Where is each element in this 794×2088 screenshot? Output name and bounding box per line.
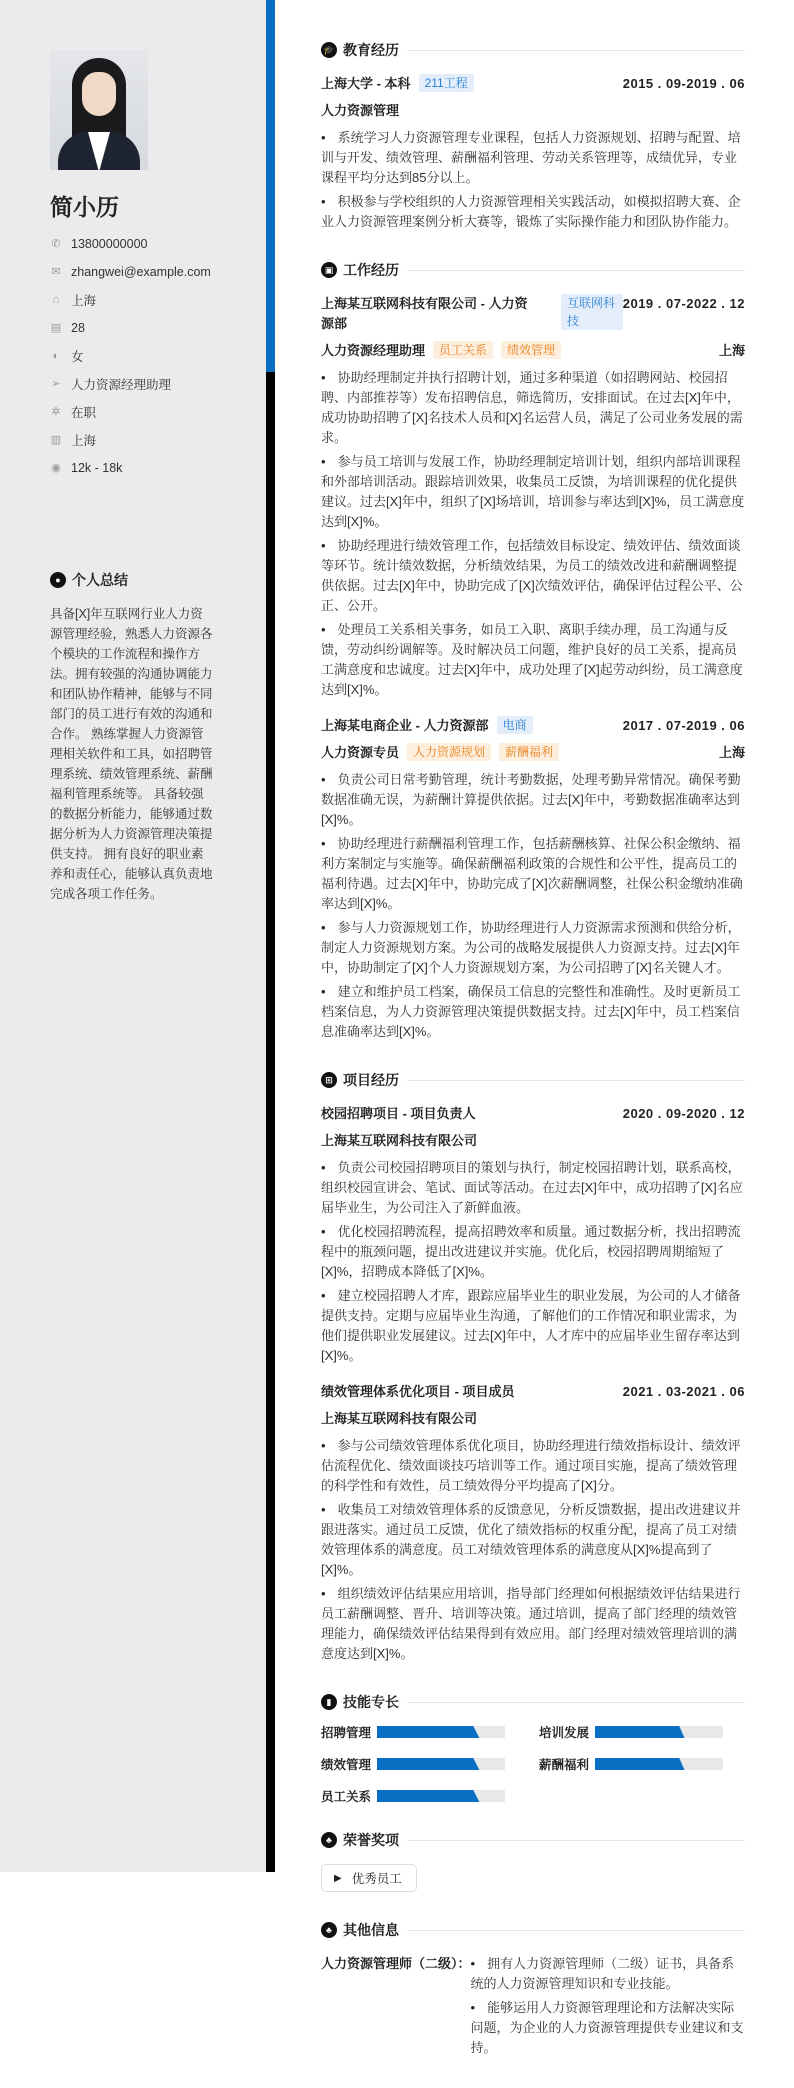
- other-section: [321, 1918, 745, 2062]
- avatar-photo: [50, 50, 148, 170]
- skill-item: [321, 1790, 539, 1802]
- summary-heading: [50, 568, 266, 592]
- grid-icon: ⊞: [321, 1072, 337, 1088]
- salary-icon: ◉: [51, 462, 61, 474]
- project-company: 上海某互联网科技有限公司: [321, 1411, 478, 1426]
- education-title: 教育经历: [343, 42, 399, 58]
- contact-text: 13800000000: [71, 237, 148, 251]
- home-icon: ⌂: [52, 294, 60, 306]
- job-role: 人力资源专员: [321, 745, 400, 760]
- bullet-item: • 能够运用人力资源管理理论和方法解决实际问题，为企业的人力资源管理提供专业建议和支持。: [471, 1998, 745, 2058]
- bullet-item: • 处理员工关系相关事务，如员工入职、离职手续办理，员工沟通与反馈，劳动纠纷调解等。及时解决员工问题，维护良好的员工关系，提高员工满意度和忠诚度。过去[X]年中，成功处理了[X]起劳动纠纷，员工满意度达到[X]%。: [321, 620, 745, 700]
- contact-item: [50, 258, 266, 286]
- bullet-list: [321, 1158, 745, 1366]
- skill-item: [539, 1758, 745, 1770]
- contact-item: [50, 314, 266, 342]
- contact-text: 上海: [71, 294, 97, 308]
- bullet-item: • 组织绩效评估结果应用培训，指导部门经理如何根据绩效评估结果进行员工薪酬调整、晋升、培训等决策。通过培训，提高了部门经理的绩效管理能力，确保绩效评估结果得到有效应用。部门经理对绩效管理培训的满意度达到[X]%。: [321, 1584, 745, 1664]
- contact-item: [50, 398, 266, 426]
- mail-icon: ✉: [51, 266, 61, 278]
- heading-rule: [407, 50, 745, 51]
- other-label: 人力资源管理师（二级）：: [321, 1956, 471, 1971]
- contact-item: [50, 342, 266, 370]
- skills-title: 技能专长: [343, 1694, 399, 1710]
- skill-bar: [595, 1726, 723, 1738]
- skill-item: [321, 1726, 539, 1738]
- work-item: [321, 716, 745, 1042]
- projects-section: [321, 1068, 745, 1664]
- industry-tag: 电商: [497, 716, 533, 734]
- main-content: [321, 38, 745, 2088]
- project-item: [321, 1104, 745, 1366]
- contact-item: [50, 426, 266, 454]
- heading-rule: [407, 1840, 745, 1841]
- project-item: [321, 1382, 745, 1664]
- building-icon: ▥: [50, 434, 62, 446]
- bullet-list: [321, 368, 745, 700]
- skill-bar-fill: [377, 1758, 479, 1770]
- date-range: 2020 . 09-2020 . 12: [622, 1106, 745, 1121]
- education-section: [321, 38, 745, 232]
- bullet-item: • 拥有人力资源管理师（二级）证书，具备系统的人力资源管理知识和专业技能。: [471, 1954, 745, 1994]
- briefcase-icon: ▣: [321, 262, 337, 278]
- work-item: [321, 294, 745, 700]
- skill-bar: [377, 1758, 505, 1770]
- other-heading: [321, 1918, 745, 1942]
- award-name: 优秀员工: [351, 1872, 402, 1886]
- contact-text: 人力资源经理助理: [71, 378, 172, 392]
- bullet-item: • 系统学习人力资源管理专业课程，包括人力资源规划、招聘与配置、培训与开发、绩效管理、薪酬福利管理、劳动关系管理等，成绩优异，专业课程平均分达到85分以上。: [321, 128, 745, 188]
- skills-heading: [321, 1690, 745, 1714]
- contact-list: [50, 230, 266, 482]
- phone-icon: ✆: [51, 238, 61, 250]
- school-tag: 211工程: [419, 74, 474, 92]
- other-item: [321, 1954, 745, 2062]
- work-section: [321, 258, 745, 1042]
- contact-text: zhangwei@example.com: [71, 265, 211, 279]
- bullet-item: • 协助经理进行绩效管理工作，包括绩效目标设定、绩效评估、绩效面谈等环节。统计绩效数据，分析绩效结果，为员工的绩效改进和薪酬调整提供依据。过去[X]年中，协助完成了[X]次绩效评估，确保评估过程公平、公正、公开。: [321, 536, 745, 616]
- summary-text: 具备[X]年互联网行业人力资源管理经验，熟悉人力资源各个模块的工作流程和操作方法。拥有较强的沟通协调能力和团队协作精神，能够与不同部门的员工进行有效的沟通和合作。 熟练掌握人力资源管理相关软件和工具，如招聘管理系统、绩效管理系统、薪酬福利管理系统等。 具备较强的数据分析能力，能够通过数据分析为人力资源管理决策提供支持。 拥有良好的职业素养和责任心，能够认真负责地完成各项工作任务。: [50, 607, 213, 901]
- award-icon: ♣: [321, 1832, 337, 1848]
- bullet-list: [321, 128, 745, 232]
- bullet-list: [471, 1954, 745, 2062]
- contact-text: 28: [71, 321, 85, 335]
- role-tag: 人力资源规划: [407, 743, 491, 761]
- heading-rule: [407, 270, 745, 271]
- status-icon: ✲: [51, 406, 61, 418]
- award-badge: [321, 1864, 417, 1892]
- skill-item: [321, 1758, 539, 1770]
- skill-bar-fill: [377, 1790, 479, 1802]
- bullet-item: • 建立和维护员工档案，确保员工信息的完整性和准确性。及时更新员工档案信息，为人力资源管理决策提供数据支持。过去[X]年中，员工档案信息准确率达到[X]%。: [321, 982, 745, 1042]
- heading-rule: [407, 1702, 745, 1703]
- skill-bar: [377, 1790, 505, 1802]
- skill-name: 招聘管理: [321, 1726, 372, 1740]
- bullet-list: [321, 770, 745, 1042]
- bullet-item: • 参与员工培训与发展工作，协助经理制定培训计划，组织内部培训课程和外部培训活动。跟踪培训效果，收集员工反馈，为培训课程的优化提供建议。过去[X]年中，组织了[X]场培训，培训参与率达到[X]%，员工满意度达到[X]%。: [321, 452, 745, 532]
- divider-bar: [266, 372, 275, 1872]
- role-tag: 薪酬福利: [499, 743, 559, 761]
- bullet-item: • 建立校园招聘人才库，跟踪应届毕业生的职业发展，为公司的人才储备提供支持。定期与应届毕业生沟通，了解他们的工作情况和职业需求，为他们提供职业发展建议。过去[X]年中，人才库中的应届毕业生留存率达到[X]%。: [321, 1286, 745, 1366]
- skill-name: 薪酬福利: [539, 1758, 590, 1772]
- contact-text: 12k - 18k: [71, 461, 123, 475]
- user-icon: ●: [50, 572, 66, 588]
- bullet-item: • 参与公司绩效管理体系优化项目，协助经理进行绩效指标设计、绩效评估流程优化、绩效面谈技巧培训等工作。通过项目实施，提高了绩效管理的科学性和有效性，员工绩效得分平均提高了[X]分。: [321, 1436, 745, 1496]
- send-icon: ➢: [51, 378, 61, 390]
- bullet-item: • 参与人力资源规划工作，协助经理进行人力资源需求预测和供给分析，制定人力资源规划方案。为公司的战略发展提供人力资源支持。过去[X]年中，协助制定了[X]个人力资源规划方案，为公司招聘了[X]名关键人才。: [321, 918, 745, 978]
- school-name: 上海大学 - 本科: [321, 76, 411, 91]
- education-item: [321, 74, 745, 232]
- project-name: 校园招聘项目 - 项目负责人: [321, 1106, 476, 1121]
- accent-bar: [266, 0, 275, 372]
- contact-item: [50, 230, 266, 258]
- skill-name: 培训发展: [539, 1726, 590, 1740]
- projects-heading: [321, 1068, 745, 1092]
- bullet-item: • 优化校园招聘流程，提高招聘效率和质量。通过数据分析，找出招聘流程中的瓶颈问题，提出改进建议并实施。优化后，校园招聘周期缩短了[X]%，招聘成本降低了[X]%。: [321, 1222, 745, 1282]
- other-title: 其他信息: [343, 1922, 399, 1938]
- skill-name: 员工关系: [321, 1790, 372, 1804]
- bullet-list: [321, 1436, 745, 1664]
- date-range: 2015 . 09-2019 . 06: [622, 76, 745, 91]
- date-range: 2017 . 07-2019 . 06: [622, 718, 745, 733]
- bar-chart-icon: ▮: [321, 1694, 337, 1710]
- skill-bar-fill: [595, 1758, 685, 1770]
- bullet-item: • 收集员工对绩效管理体系的反馈意见，分析反馈数据，提出改进建议并跟进落实。通过员工反馈，优化了绩效指标的权重分配，提高了员工对绩效管理体系的满意度。员工对绩效管理体系的满意度从[X]%提高到了[X]%。: [321, 1500, 745, 1580]
- projects-title: 项目经历: [343, 1072, 399, 1088]
- play-icon: ▶: [334, 1872, 342, 1884]
- work-title: 工作经历: [343, 262, 399, 278]
- heading-rule: [407, 1080, 745, 1081]
- contact-text: 在职: [71, 406, 97, 420]
- bullet-item: • 协助经理制定并执行招聘计划，通过多种渠道（如招聘网站、校园招聘、内部推荐等）发布招聘信息，筛选简历，安排面试。在过去[X]年中，成功协助招聘了[X]名技术人员和[X]名运营人员，满足了公司业务发展的需求。: [321, 368, 745, 448]
- heading-rule: [407, 1930, 745, 1931]
- skill-bar: [377, 1726, 505, 1738]
- bullet-item: • 负责公司日常考勤管理，统计考勤数据，处理考勤异常情况。确保考勤数据准确无误，为薪酬计算提供依据。过去[X]年中，考勤数据准确率达到[X]%。: [321, 770, 745, 830]
- work-city: 上海: [718, 745, 745, 760]
- skill-bar-fill: [595, 1726, 685, 1738]
- role-tag: 绩效管理: [501, 341, 561, 359]
- skill-bar: [595, 1758, 723, 1770]
- cake-icon: ▤: [50, 322, 62, 334]
- skill-bar-fill: [377, 1726, 479, 1738]
- bullet-item: • 负责公司校园招聘项目的策划与执行，制定校园招聘计划，联系高校，组织校园宣讲会、笔试、面试等活动。在过去[X]年中，成功招聘了[X]名应届毕业生，为公司注入了新鲜血液。: [321, 1158, 745, 1218]
- candidate-name: 简小历: [50, 194, 119, 220]
- graduation-cap-icon: 🎓: [321, 42, 337, 58]
- awards-heading: [321, 1828, 745, 1852]
- project-company: 上海某互联网科技有限公司: [321, 1133, 478, 1148]
- gender-icon: ◐: [52, 350, 60, 362]
- education-heading: [321, 38, 745, 62]
- contact-item: [50, 454, 266, 482]
- skill-name: 绩效管理: [321, 1758, 372, 1772]
- skill-item: [539, 1726, 745, 1738]
- sidebar: [0, 0, 266, 1872]
- work-city: 上海: [718, 343, 745, 358]
- company-name: 上海某电商企业 - 人力资源部: [321, 718, 489, 733]
- industry-tag: 互联网科技: [561, 294, 623, 330]
- skills-section: [321, 1690, 745, 1802]
- date-range: 2021 . 03-2021 . 06: [622, 1384, 745, 1399]
- summary-title: 个人总结: [72, 572, 128, 588]
- major: 人力资源管理: [321, 103, 400, 118]
- company-name: 上海某互联网科技有限公司 - 人力资源部: [321, 296, 528, 331]
- bullet-item: • 积极参与学校组织的人力资源管理相关实践活动，如模拟招聘大赛、企业人力资源管理案例分析大赛等，锻炼了实际操作能力和团队协作能力。: [321, 192, 745, 232]
- contact-text: 上海: [71, 434, 97, 448]
- contact-item: [50, 286, 266, 314]
- awards-title: 荣誉奖项: [343, 1832, 399, 1848]
- job-role: 人力资源经理助理: [321, 343, 426, 358]
- project-name: 绩效管理体系优化项目 - 项目成员: [321, 1384, 515, 1399]
- contact-text: 女: [71, 350, 84, 364]
- awards-section: [321, 1828, 745, 1892]
- bullet-item: • 协助经理进行薪酬福利管理工作，包括薪酬核算、社保公积金缴纳、福利方案制定与实施等。确保薪酬福利政策的合规性和公平性，提高员工的福利待遇。过去[X]年中，协助完成了[X]次薪酬调整，社保公积金缴纳准确率达到[X]%。: [321, 834, 745, 914]
- info-icon: ♣: [321, 1922, 337, 1938]
- contact-item: [50, 370, 266, 398]
- date-range: 2019 . 07-2022 . 12: [622, 296, 745, 311]
- role-tag: 员工关系: [433, 341, 493, 359]
- work-heading: [321, 258, 745, 282]
